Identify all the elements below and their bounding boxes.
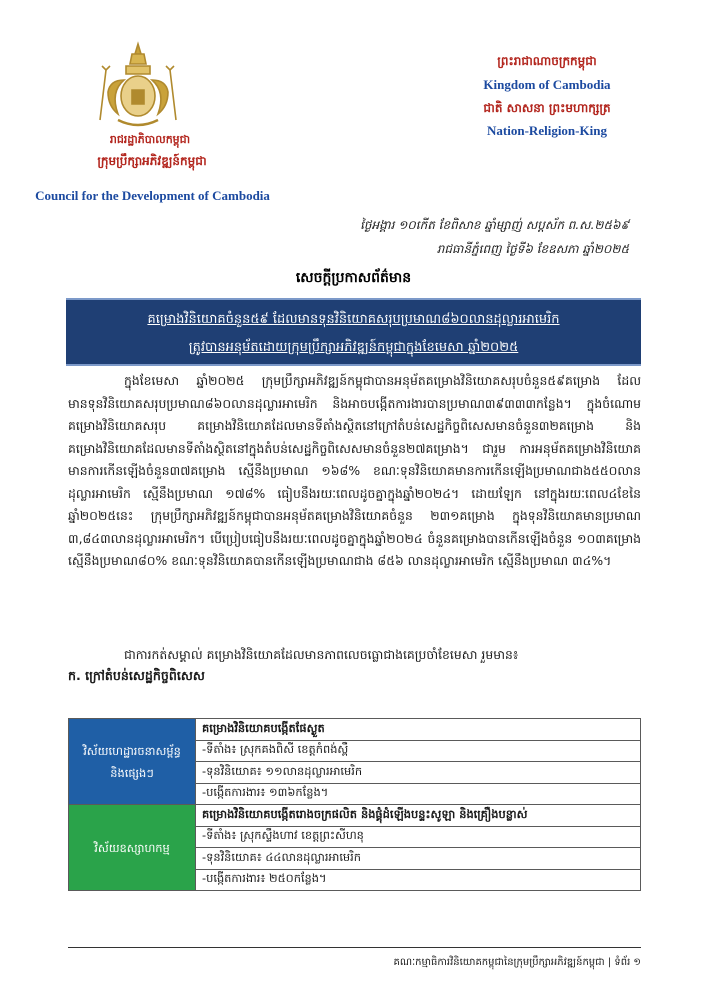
table-row (69, 805, 641, 827)
motto-khmer: ជាតិ សាសនា ព្រះមហាក្សត្រ (483, 101, 611, 115)
main-paragraph (68, 370, 641, 573)
project-location: -ទីតាំង៖ ស្រុកស្ទឹងហាវ ខេត្តព្រះសីហនុ (196, 826, 641, 848)
project-title: គម្រោងវិនិយោគបង្កើតរោងចក្រផលិត និងផ្គុំដំឡើងបន្ទះសូឡា និងគ្រឿងបន្លាស់ (196, 805, 641, 827)
project-title: គម្រោងវិនិយោគបង្កើតផែស្ងួត (196, 719, 641, 741)
highlight-intro-text: ជាការកត់សម្គាល់ គម្រោងវិនិយោគដែលមានភាពលេចធ្លោជាងគេប្រចាំខែមេសា រួមមាន៖ (124, 647, 519, 662)
document-title: សេចក្តីប្រកាសព័ត៌មាន (295, 270, 412, 286)
kingdom-header (452, 48, 642, 142)
sector-label-industry (69, 805, 196, 891)
highlight-intro (68, 644, 641, 666)
project-jobs: -បង្កើតការងារ៖ ១៣៦កន្លែង។ (196, 783, 641, 805)
section-heading: ក. ក្រៅតំបន់សេដ្ឋកិច្ចពិសេស (68, 668, 205, 683)
project-capital: -ទុនវិនិយោគ៖ ៤៤លានដុល្លារអាមេរិក (196, 848, 641, 870)
sector-label-line: វិស័យឧស្សាហកម្ម (94, 840, 170, 855)
project-location: -ទីតាំង៖ ស្រុកគងពិសី ខេត្តកំពង់ស្ពឺ (196, 740, 641, 762)
royal-emblem-icon (88, 40, 188, 132)
projects-table (68, 718, 641, 891)
headline-banner (66, 298, 641, 366)
council-name-khmer: ក្រុមប្រឹក្សាអភិវឌ្ឍន៍កម្ពុជា (97, 154, 207, 168)
sector-label-infrastructure (69, 719, 196, 805)
council-name-english: Council for the Development of Cambodia (35, 188, 270, 203)
lunar-date: ថ្ងៃអង្គារ ១០កើត ខែពិសាខ ឆ្នាំម្សាញ់ សប្តស័ក ព.ស.២៥៦៩ (360, 218, 629, 232)
kingdom-name-khmer: ព្រះរាជាណាចក្រកម្ពុជា (497, 54, 597, 68)
project-capital: -ទុនវិនិយោគ៖ ១១លានដុល្លារអាមេរិក (196, 762, 641, 784)
table-row (69, 719, 641, 741)
footer-text: គណៈកម្មាធិការវិនិយោគកម្ពុជានៃក្រុមប្រឹក្សាអភិវឌ្ឍន៍កម្ពុជា | ទំព័រ ១ (393, 957, 641, 968)
government-title: រាជរដ្ឋាភិបាលកម្ពុជា (109, 133, 191, 146)
main-paragraph-text: ក្នុងខែមេសា ឆ្នាំ២០២៥ ក្រុមប្រឹក្សាអភិវឌ្ឍន៍កម្ពុជាបានអនុម័តគម្រោងវិនិយោគសរុបចំនួន៥៩គម្រោង ដែលមានទុនវិនិយោគសរុបប្រមាណ៨៦០លានដុល្លារអាមេរិក និងអាចបង្កើតការងារបានប្រមាណ៣៩៣៣៣កន្លែង។ ក្នុងចំណោមគម្រោងវិនិយោគសរុប គម្រោងវិនិយោគដែលមានទីតាំងស្ថិតនៅក្រៅតំបន់សេដ្ឋកិច្ចពិសេសមានចំនួន៣២គម្រោង និងគម្រោងវិនិយោគដែលមានទីតាំងស្ថិតនៅក្នុងតំបន់សេដ្ឋកិច្ចពិសេសមានចំនួន២៧គម្រោង។ ជារួម ការអនុម័តគម្រោងវិនិយោគមានការកើនឡើងចំនួន៣៧គម្រោង ស្មើនឹងប្រមាណ ១៦៨% ខណៈទុនវិនិយោគមានការកើនឡើងប្រមាណជាង៥៥០លានដុល្លារអាមេរិក ស្មើនឹងប្រមាណ ១៧៨% ធៀបនឹងរយៈពេលដូចគ្នាក្នុងឆ្នាំ២០២៤។ ដោយឡែក នៅក្នុងរយៈពេល៤ខែនៃឆ្នាំ២០២៥នេះ ក្រុមប្រឹក្សាអភិវឌ្ឍន៍កម្ពុជាបានអនុម័តគម្រោងវិនិយោគចំនួន ២៣១គម្រោង ក្នុងទុនវិនិយោគមានប្រមាណ ៣,៨៤៣លានដុល្លារអាមេរិក។ បើប្រៀបធៀបនឹងរយៈពេលដូចគ្នាក្នុងឆ្នាំ២០២៤ ចំនួនគម្រោងបានកើនឡើងចំនួន ១០៣គម្រោង ស្មើនឹងប្រមាណ៨០% ខណៈទុនវិនិយោគបានកើនឡើងប្រមាណជាង ៨៥៦ លានដុល្លារអាមេរិក ស្មើនឹងប្រមាណ ៣៤%។ (68, 373, 641, 568)
sector-label-line: និងផ្សេងៗ (110, 765, 154, 780)
banner-line-1: គម្រោងវិនិយោគចំនួន៥៩ ដែលមានទុនវិនិយោគសរុបប្រមាណ៨៦០លានដុល្លារអាមេរិក (147, 312, 560, 327)
kingdom-name-english: Kingdom of Cambodia (483, 77, 611, 92)
footer-divider (68, 947, 641, 948)
sector-label-line: វិស័យហេដ្ឋារចនាសម្ព័ន្ធ (83, 743, 181, 758)
project-jobs: -បង្កើតការងារ៖ ២៥០កន្លែង។ (196, 869, 641, 891)
solar-date: រាជធានីភ្នំពេញ ថ្ងៃទី៦ ខែឧសភា ឆ្នាំ២០២៥ (436, 242, 629, 256)
motto-english: Nation-Religion-King (487, 123, 607, 138)
banner-line-2: ត្រូវបានអនុម័តដោយក្រុមប្រឹក្សាអភិវឌ្ឍន៍កម្ពុជាក្នុងខែមេសា ឆ្នាំ២០២៥ (188, 340, 519, 355)
